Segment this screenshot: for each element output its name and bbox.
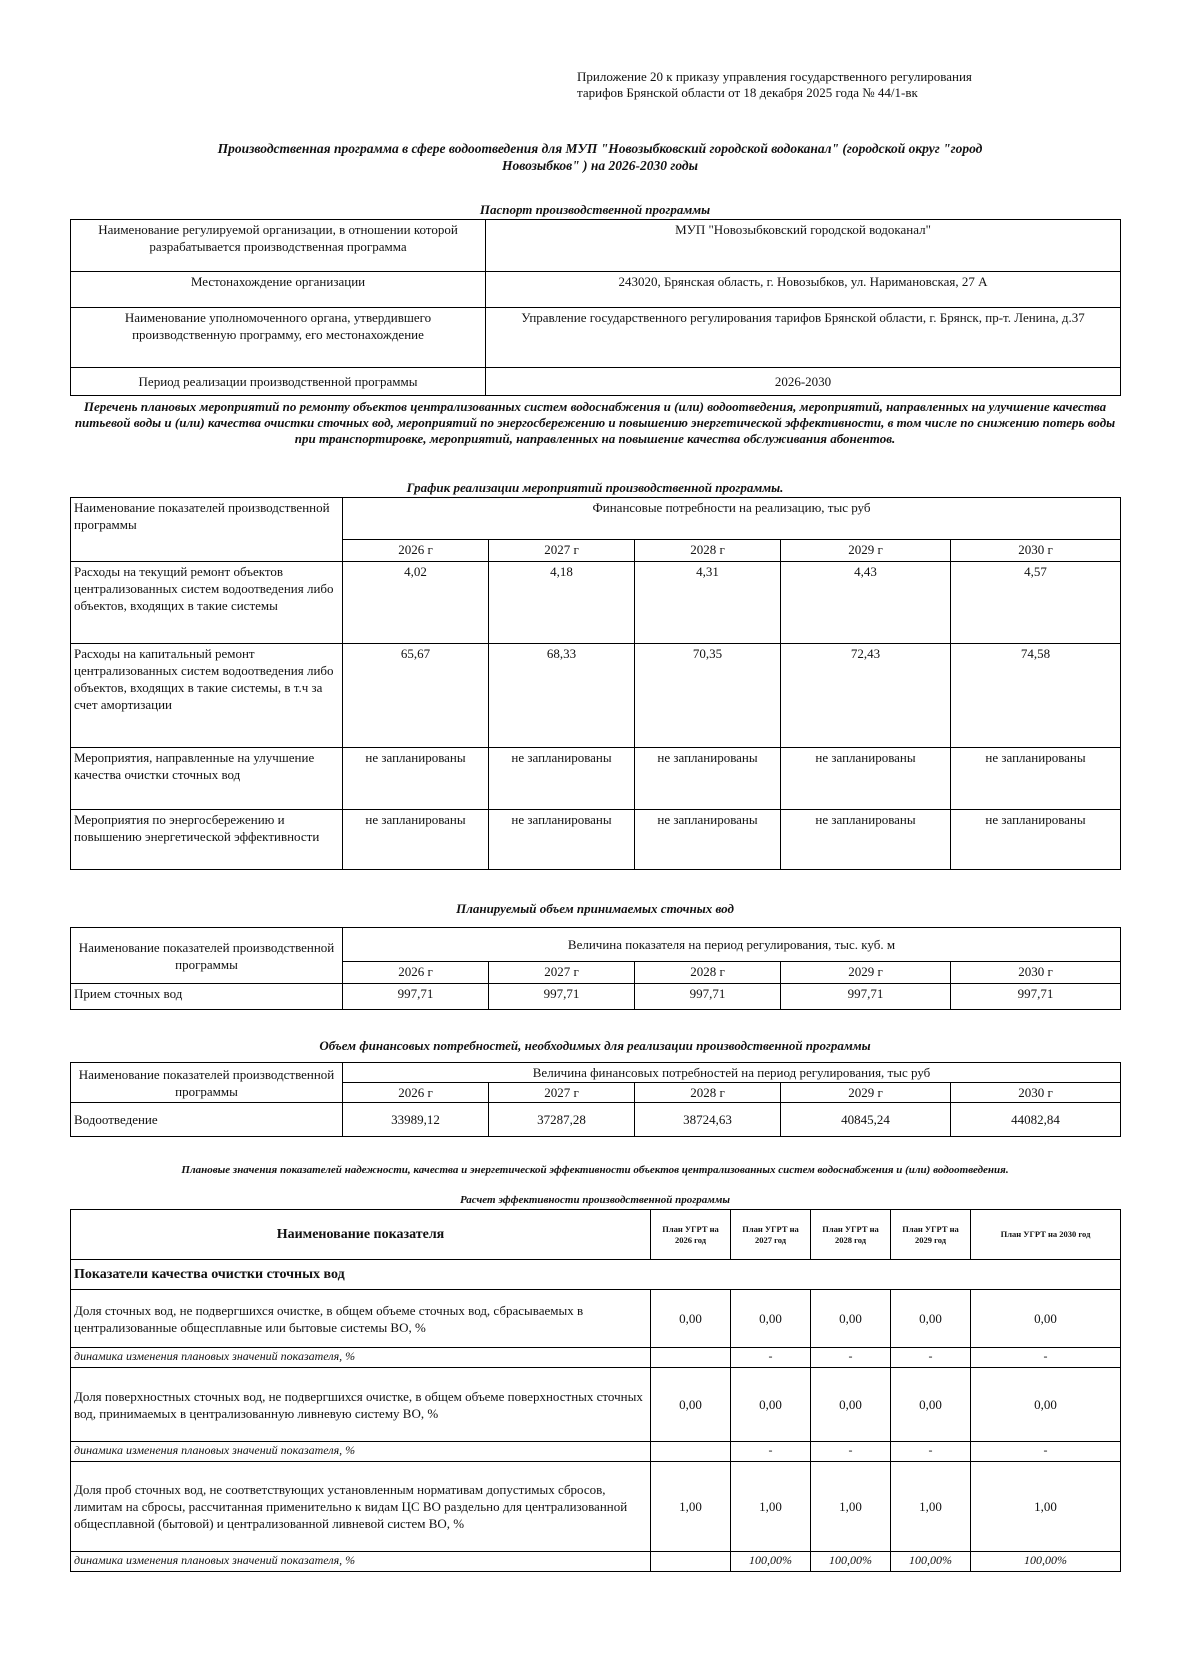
year-header: 2026 г <box>343 1083 489 1103</box>
table-row <box>71 748 1121 810</box>
dynamics-cell: - <box>971 1348 1121 1368</box>
dynamics-row <box>71 1442 1121 1462</box>
value-cell: 0,00 <box>651 1368 731 1442</box>
row-label: Мероприятия по энергосбережению и повышению энергетической эффективности <box>71 810 343 870</box>
passport-label: Местонахождение организации <box>71 272 486 308</box>
year-header: 2028 г <box>635 1083 781 1103</box>
value-cell: 1,00 <box>731 1462 811 1552</box>
dynamics-label: динамика изменения плановых значений показателя, % <box>71 1552 651 1572</box>
measures-caption: Перечень плановых мероприятий по ремонту объектов централизованных систем водоснабжения и (или) водоотведения, мероприятий, направленных на улучшение качества питьевой воды и (или) качества очистки сточных вод, мероприятий по энергосбережению и повышению энергетической эффективности, в том числе по снижению потерь воды при транспортировке, мероприятий, направленных на повышение качества обслуживания абонентов. <box>74 399 1116 446</box>
dynamics-cell: - <box>731 1442 811 1462</box>
passport-value: 243020, Брянская область, г. Новозыбков, ул. Наримановская, 27 А <box>486 272 1121 308</box>
table-row <box>71 984 1121 1010</box>
indicators-caption: Плановые значения показателей надежности, качества и энергетической эффективности объектов централизованных систем водоснабжения и (или) водоотведения. <box>181 1164 1009 1176</box>
value-cell: не запланированы <box>343 748 489 810</box>
table-row <box>71 810 1121 870</box>
value-cell: 1,00 <box>971 1462 1121 1552</box>
row-label: Расходы на текущий ремонт объектов централизованных систем водоотведения либо объектов, входящих в такие системы <box>71 562 343 644</box>
dynamics-cell: - <box>971 1442 1121 1462</box>
value-cell: 4,57 <box>951 562 1121 644</box>
plan-header: План УГРТ на 2027 год <box>731 1210 811 1260</box>
row-label: Доля поверхностных сточных вод, не подвергшихся очистке, в общем объеме поверхностных сточных вод, принимаемых в централизованную ливневую систему ВО, % <box>71 1368 651 1442</box>
value-cell: 72,43 <box>781 644 951 748</box>
row-label: Прием сточных вод <box>71 984 343 1010</box>
plan-header: План УГРТ на 2029 год <box>891 1210 971 1260</box>
value-cell: не запланированы <box>781 810 951 870</box>
value-cell: 997,71 <box>489 984 635 1010</box>
passport-table <box>70 219 1121 396</box>
indicators-header-label: Наименование показателя <box>71 1210 651 1260</box>
year-header: 2026 г <box>343 962 489 984</box>
program-title-line-1: Производственная программа в сфере водоотведения для МУП "Новозыбковский городской водоканал" (городской округ "город <box>217 141 983 156</box>
value-cell: 0,00 <box>731 1290 811 1348</box>
row-label: Мероприятия, направленные на улучшение качества очистки сточных вод <box>71 748 343 810</box>
value-cell: не запланированы <box>951 810 1121 870</box>
measures-header-group: Финансовые потребности на реализацию, тыс руб <box>343 498 1121 540</box>
dynamics-cell: - <box>731 1348 811 1368</box>
value-cell: не запланированы <box>635 748 781 810</box>
value-cell: 997,71 <box>635 984 781 1010</box>
finance-header-group: Величина финансовых потребностей на период регулирования, тыс руб <box>343 1063 1121 1083</box>
value-cell: 33989,12 <box>343 1103 489 1137</box>
value-cell: 70,35 <box>635 644 781 748</box>
dynamics-row <box>71 1348 1121 1368</box>
row-label: Доля проб сточных вод, не соответствующих установленным нормативам допустимых сбросов, лимитам на сбросы, рассчитанная применительно к видам ЦС ВО раздельно для централизованной общесплавной (бытовой) и централизованной ливневой систем ВО, % <box>71 1462 651 1552</box>
row-label: Доля сточных вод, не подвергшихся очистке, в общем объеме сточных вод, сбрасываемых в централизованные общесплавные или бытовые системы ВО, % <box>71 1290 651 1348</box>
value-cell: не запланированы <box>635 810 781 870</box>
section-heading: Показатели качества очистки сточных вод <box>71 1260 1121 1290</box>
passport-label: Наименование регулируемой организации, в отношении которой разрабатывается производственная программа <box>71 220 486 272</box>
value-cell: 0,00 <box>891 1368 971 1442</box>
value-cell: 4,02 <box>343 562 489 644</box>
program-title-line-2: Новозыбков" ) на 2026-2030 годы <box>501 158 698 173</box>
value-cell: 0,00 <box>971 1368 1121 1442</box>
value-cell: 0,00 <box>651 1290 731 1348</box>
year-header: 2028 г <box>635 540 781 562</box>
row-label: Расходы на капитальный ремонт централизованных систем водоотведения либо объектов, входящих в такие системы, в т.ч за счет амортизации <box>71 644 343 748</box>
measures-header-label: Наименование показателей производственной программы <box>71 498 343 562</box>
table-row <box>71 1462 1121 1552</box>
dynamics-cell: - <box>811 1348 891 1368</box>
value-cell: 74,58 <box>951 644 1121 748</box>
value-cell: 44082,84 <box>951 1103 1121 1137</box>
table-row <box>71 1290 1121 1348</box>
year-header: 2026 г <box>343 540 489 562</box>
measures-schedule-caption: График реализации мероприятий производственной программы. <box>406 480 784 495</box>
table-row <box>71 644 1121 748</box>
passport-row <box>71 308 1121 368</box>
table-row <box>71 1368 1121 1442</box>
value-cell: 1,00 <box>891 1462 971 1552</box>
dynamics-cell: 100,00% <box>811 1552 891 1572</box>
value-cell: 997,71 <box>343 984 489 1010</box>
year-header: 2030 г <box>951 540 1121 562</box>
year-header: 2029 г <box>781 540 951 562</box>
plan-header: План УГРТ на 2026 год <box>651 1210 731 1260</box>
value-cell: 1,00 <box>651 1462 731 1552</box>
dynamics-row <box>71 1552 1121 1572</box>
table-row <box>71 1103 1121 1137</box>
year-header: 2027 г <box>489 962 635 984</box>
finance-header-label: Наименование показателей производственной программы <box>71 1063 343 1103</box>
dynamics-cell: - <box>811 1442 891 1462</box>
year-header: 2030 г <box>951 1083 1121 1103</box>
dynamics-label: динамика изменения плановых значений показателя, % <box>71 1348 651 1368</box>
passport-caption: Паспорт производственной программы <box>479 202 711 217</box>
year-header: 2029 г <box>781 1083 951 1103</box>
dynamics-cell <box>651 1552 731 1572</box>
passport-value: МУП "Новозыбковский городской водоканал" <box>486 220 1121 272</box>
value-cell: 1,00 <box>811 1462 891 1552</box>
measures-table <box>70 497 1121 870</box>
passport-label: Период реализации производственной программы <box>71 368 486 396</box>
volume-table <box>70 927 1121 1010</box>
table-row <box>71 562 1121 644</box>
volume-header-group: Величина показателя на период регулирования, тыс. куб. м <box>343 928 1121 962</box>
year-header: 2027 г <box>489 1083 635 1103</box>
value-cell: 38724,63 <box>635 1103 781 1137</box>
volume-header-label: Наименование показателей производственной программы <box>71 928 343 984</box>
plan-header: План УГРТ на 2028 год <box>811 1210 891 1260</box>
appendix-note <box>577 69 1097 101</box>
dynamics-cell: 100,00% <box>731 1552 811 1572</box>
value-cell: 65,67 <box>343 644 489 748</box>
value-cell: 68,33 <box>489 644 635 748</box>
dynamics-label: динамика изменения плановых значений показателя, % <box>71 1442 651 1462</box>
value-cell: 997,71 <box>951 984 1121 1010</box>
passport-row <box>71 220 1121 272</box>
program-title <box>90 140 1110 174</box>
dynamics-cell <box>651 1348 731 1368</box>
volume-caption: Планируемый объем принимаемых сточных вод <box>456 901 734 916</box>
value-cell: 997,71 <box>781 984 951 1010</box>
passport-row <box>71 368 1121 396</box>
year-header: 2027 г <box>489 540 635 562</box>
value-cell: 40845,24 <box>781 1103 951 1137</box>
value-cell: не запланированы <box>489 748 635 810</box>
dynamics-cell <box>651 1442 731 1462</box>
finance-caption: Объем финансовых потребностей, необходимых для реализации производственной программы <box>319 1038 871 1053</box>
passport-label: Наименование уполномоченного органа, утвердившего производственную программу, его местонахождение <box>71 308 486 368</box>
dynamics-cell: 100,00% <box>891 1552 971 1572</box>
appendix-line-1: Приложение 20 к приказу управления государственного регулирования <box>577 69 972 84</box>
value-cell: 37287,28 <box>489 1103 635 1137</box>
plan-header: План УГРТ на 2030 год <box>971 1210 1121 1260</box>
value-cell: 4,43 <box>781 562 951 644</box>
dynamics-cell: - <box>891 1348 971 1368</box>
value-cell: 0,00 <box>811 1368 891 1442</box>
value-cell: не запланированы <box>951 748 1121 810</box>
value-cell: 0,00 <box>891 1290 971 1348</box>
value-cell: 0,00 <box>971 1290 1121 1348</box>
passport-value: Управление государственного регулирования тарифов Брянской области, г. Брянск, пр-т. Ленина, д.37 <box>486 308 1121 368</box>
year-header: 2029 г <box>781 962 951 984</box>
value-cell: 0,00 <box>811 1290 891 1348</box>
passport-row <box>71 272 1121 308</box>
indicators-calc-caption: Расчет эффективности производственной программы <box>459 1194 730 1206</box>
appendix-line-2: тарифов Брянской области от 18 декабря 2025 года № 44/1-вк <box>577 85 918 100</box>
finance-table <box>70 1062 1121 1137</box>
row-label: Водоотведение <box>71 1103 343 1137</box>
value-cell: не запланированы <box>343 810 489 870</box>
value-cell: 4,18 <box>489 562 635 644</box>
dynamics-cell: 100,00% <box>971 1552 1121 1572</box>
value-cell: не запланированы <box>489 810 635 870</box>
dynamics-cell: - <box>891 1442 971 1462</box>
value-cell: 0,00 <box>731 1368 811 1442</box>
indicators-table <box>70 1209 1121 1572</box>
value-cell: 4,31 <box>635 562 781 644</box>
value-cell: не запланированы <box>781 748 951 810</box>
year-header: 2030 г <box>951 962 1121 984</box>
passport-value: 2026-2030 <box>486 368 1121 396</box>
year-header: 2028 г <box>635 962 781 984</box>
